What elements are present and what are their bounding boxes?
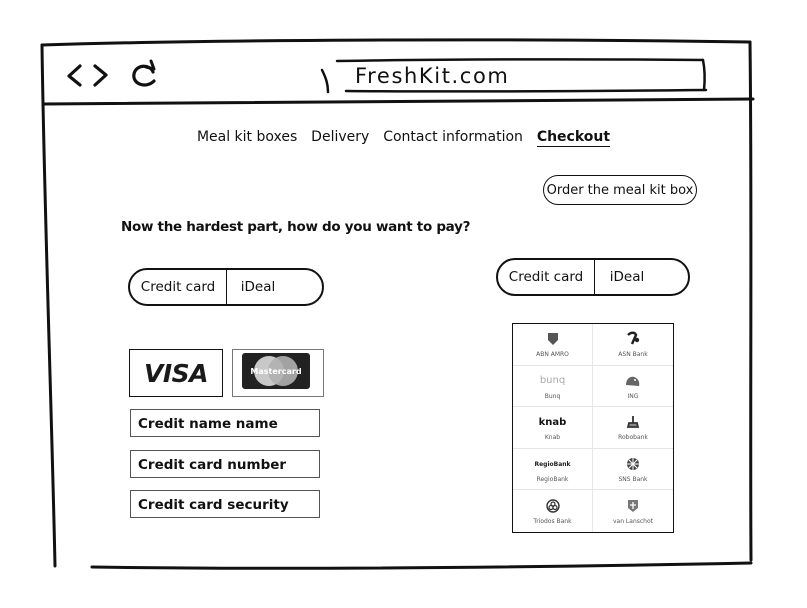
abn-amro-shield-icon [547, 330, 559, 348]
browser-nav-controls [66, 58, 166, 94]
bank-name: SNS Bank [618, 476, 648, 484]
order-meal-kit-button[interactable]: Order the meal kit box [543, 175, 697, 205]
bank-name: ASN Bank [618, 351, 648, 359]
main-menu [0, 128, 807, 145]
payment-method-toggle-right [496, 258, 690, 296]
knab-icon: knab [538, 416, 567, 428]
reload-icon[interactable] [134, 61, 154, 85]
menu-item-checkout[interactable]: Checkout [536, 129, 611, 145]
sns-bank-icon [626, 455, 640, 473]
tab-credit-card-left[interactable]: Credit card [130, 270, 227, 304]
rabobank-icon [626, 413, 640, 431]
mastercard-logo [242, 353, 310, 389]
bank-name: van Lanschot [612, 518, 653, 526]
credit-name-field[interactable]: Credit name name [130, 409, 320, 437]
bank-option-sns-bank[interactable] [593, 449, 673, 491]
tab-ideal-right[interactable]: iDeal [609, 269, 645, 285]
bunq-icon: bunq [539, 375, 566, 387]
regiobank-icon: RegioBank [534, 460, 571, 468]
bank-name: Robobank [618, 434, 648, 442]
tab-ideal-left[interactable]: iDeal [240, 279, 276, 295]
bank-option-knab[interactable] [513, 407, 593, 449]
credit-card-security-field[interactable]: Credit card security [130, 490, 320, 518]
menu-item-contact-information[interactable]: Contact information [383, 129, 523, 145]
ideal-bank-grid [512, 323, 674, 533]
visa-logo: VISA [143, 358, 208, 388]
payment-question: Now the hardest part, how do you want to pay? [121, 219, 471, 235]
triodos-bank-icon [546, 497, 560, 515]
chevron-left-icon[interactable] [69, 66, 80, 85]
bank-option-bunq[interactable] [513, 366, 593, 408]
bank-name: Triodos Bank [533, 518, 572, 526]
menu-item-meal-kit-boxes[interactable]: Meal kit boxes [196, 129, 298, 145]
menu-item-delivery[interactable]: Delivery [311, 129, 370, 145]
bank-name: RegioBank [536, 476, 569, 484]
bank-option-asn-bank[interactable] [593, 324, 673, 366]
mastercard-text: Mastercard [250, 366, 302, 376]
bank-name: Knab [544, 434, 561, 442]
url-bar[interactable]: FreshKit.com [355, 64, 510, 88]
bank-option-rabobank[interactable] [593, 407, 673, 449]
payment-method-toggle-left [128, 268, 324, 306]
van-lanschot-icon [627, 497, 639, 515]
ing-lion-icon [624, 372, 642, 390]
bank-name: ABN AMRO [536, 351, 569, 359]
bank-name: Bunq [544, 392, 561, 400]
bank-option-regiobank[interactable] [513, 449, 593, 491]
bank-option-triodos-bank[interactable] [513, 490, 593, 532]
chevron-right-icon[interactable] [95, 66, 106, 85]
bank-option-abn-amro[interactable] [513, 324, 593, 366]
bank-option-ing[interactable] [593, 366, 673, 408]
tab-credit-card-right[interactable]: Credit card [498, 260, 595, 294]
credit-card-number-field[interactable]: Credit card number [130, 450, 320, 478]
asn-bank-icon [625, 330, 641, 348]
mastercard-option[interactable] [232, 349, 324, 397]
visa-card-option[interactable] [129, 349, 223, 397]
bank-option-van-lanschot[interactable] [593, 490, 673, 532]
bank-name: ING [627, 392, 639, 400]
